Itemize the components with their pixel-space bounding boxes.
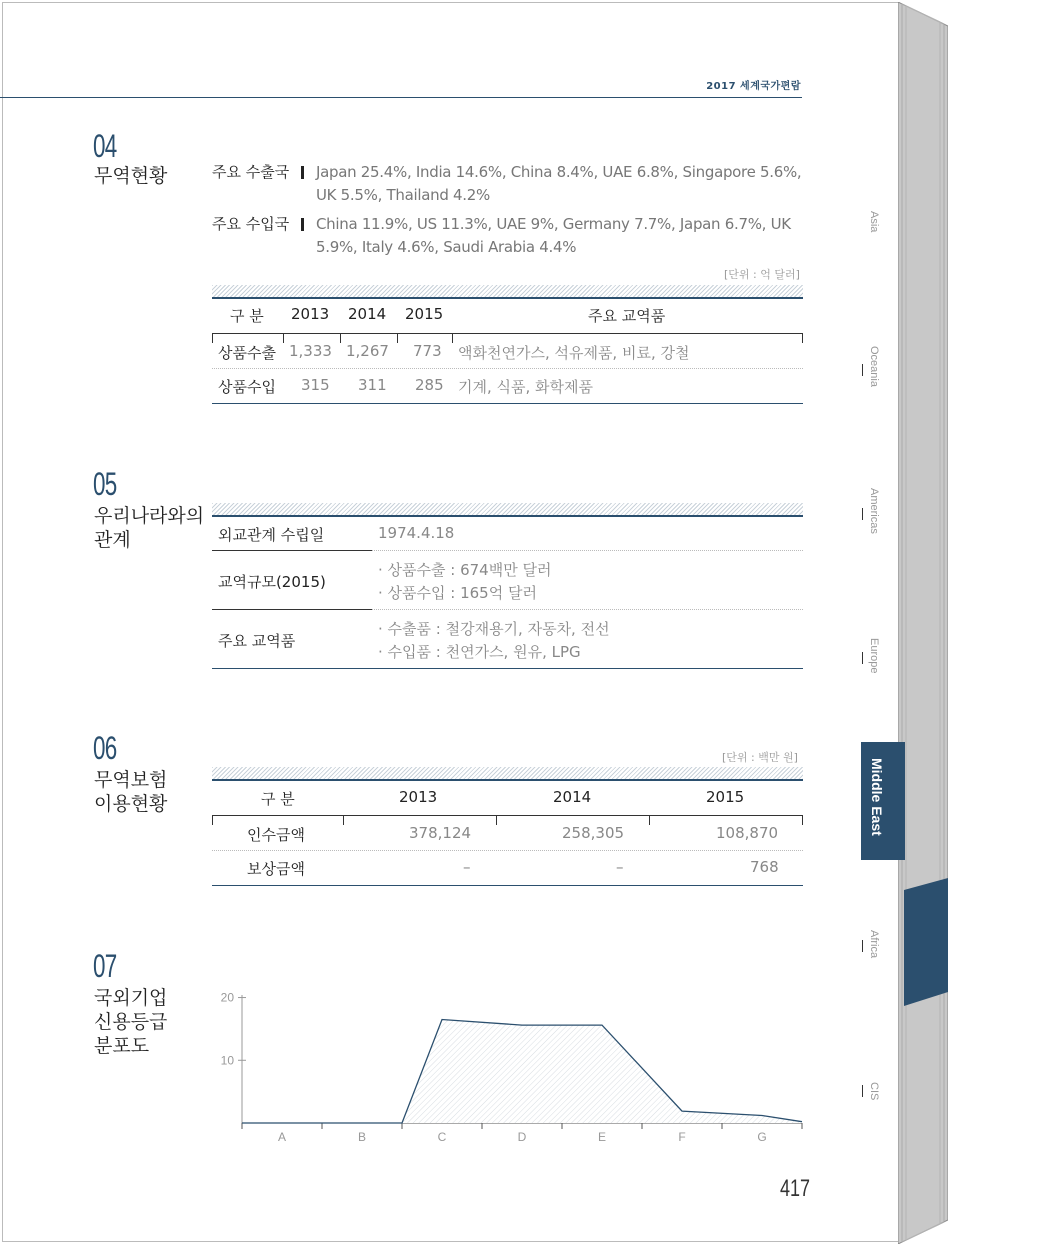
import-value: China 11.9%, US 11.3%, UAE 9%, Germany 7.7%, Japan 6.7%, UK 5.9%, Italy 4.6%, Saudi Arabia 4.4%: [316, 215, 791, 256]
main-export-countries: [212, 161, 802, 207]
table-bottom-rule: [212, 668, 803, 669]
trade-header-2015: 2015: [405, 305, 444, 323]
insurance-header-2013: 2013: [399, 788, 438, 806]
insurance-header-category: 구 분: [261, 790, 295, 808]
table-top-rule: [212, 515, 803, 517]
sidebar-tab-americas[interactable]: Americas: [868, 488, 880, 534]
row-divider: [212, 368, 803, 369]
section-title-credit: 국외기업 신용등급 분포도: [94, 987, 168, 1057]
header-rule: [212, 333, 803, 334]
table-top-rule: [212, 297, 803, 299]
trade-value: 315: [301, 376, 330, 394]
insurance-row-label: 인수금액: [247, 826, 305, 844]
trade-value: 311: [358, 376, 387, 394]
section-number-05: 05: [93, 466, 117, 502]
trade-header-items: 주요 교역품: [588, 307, 666, 325]
insurance-row-label: 보상금액: [247, 860, 305, 878]
x-tick-label: G: [757, 1130, 767, 1144]
insurance-header-2014: 2014: [553, 788, 592, 806]
trade-header-category: 구 분: [230, 307, 264, 325]
export-label: 주요 수출국: [212, 163, 290, 181]
x-tick-label: A: [277, 1130, 287, 1144]
header-title: 2017 세계국가편람: [706, 81, 801, 92]
section-number-06: 06: [93, 730, 117, 766]
page-number: 417: [780, 1175, 811, 1202]
sidebar-tab-cis[interactable]: CIS: [868, 1082, 880, 1101]
table-bottom-rule: [212, 885, 803, 886]
sidebar-tab-europe[interactable]: Europe: [868, 638, 880, 674]
section-number-07: 07: [93, 948, 117, 984]
table-hatch: [212, 285, 803, 297]
section-title-insurance: 무역보험 이용현황: [94, 769, 168, 815]
trade-row-label: 상품수출: [218, 344, 276, 362]
insurance-value: 768: [750, 858, 779, 876]
insurance-value: –: [616, 858, 624, 876]
export-value: Japan 25.4%, India 14.6%, China 8.4%, UAE 6.8%, Singapore 5.6%, UK 5.5%, Thailand 4.2%: [316, 163, 802, 204]
table-hatch: [212, 503, 803, 515]
table-top-rule: [212, 779, 803, 781]
insurance-value: 378,124: [409, 824, 472, 842]
section-title-relations: 우리나라와의 관계: [94, 505, 205, 551]
section-title-trade: 무역현황: [94, 165, 168, 187]
trade-value: 1,333: [289, 342, 332, 360]
relations-value: · 수입품 : 천연가스, 원유, LPG: [378, 643, 581, 661]
trade-items: 기계, 식품, 화학제품: [458, 378, 593, 396]
y-tick-label: 20: [220, 990, 234, 1005]
credit-rating-chart: [200, 985, 810, 1150]
label-divider: [301, 218, 304, 231]
insurance-value: 258,305: [562, 824, 625, 842]
insurance-value: –: [463, 858, 471, 876]
insurance-header-2015: 2015: [706, 788, 745, 806]
trade-value: 285: [415, 376, 444, 394]
insurance-unit: [단위 : 백만 원]: [722, 751, 798, 764]
x-tick-label: E: [597, 1130, 607, 1144]
header-rule: [0, 97, 802, 98]
sidebar-tab-asia[interactable]: Asia: [868, 211, 880, 233]
relations-value: · 상품수입 : 165억 달러: [378, 584, 537, 602]
sidebar-tab-oceania[interactable]: Oceania: [868, 346, 880, 387]
relations-label: 주요 교역품: [218, 632, 296, 650]
trade-header-2014: 2014: [348, 305, 387, 323]
sidebar-tab-africa[interactable]: Africa: [868, 930, 880, 959]
section-number-04: 04: [93, 128, 117, 164]
trade-unit: [단위 : 억 달러]: [724, 268, 800, 281]
main-import-countries: [212, 213, 802, 259]
row-divider: [212, 850, 803, 851]
y-tick-label: 10: [220, 1053, 234, 1068]
trade-header-2013: 2013: [291, 305, 330, 323]
table-hatch: [212, 767, 803, 779]
trade-value: 773: [413, 342, 442, 360]
relations-label: 외교관계 수립일: [218, 526, 325, 544]
sidebar-tab-label: Middle East: [869, 758, 885, 836]
x-tick-label: C: [437, 1130, 447, 1144]
relations-value: · 상품수출 : 674백만 달러: [378, 561, 552, 579]
trade-value: 1,267: [346, 342, 389, 360]
relations-value: · 수출품 : 철강재용기, 자동차, 전선: [378, 620, 610, 638]
table-bottom-rule: [212, 403, 803, 404]
label-divider: [301, 166, 304, 179]
sidebar-tab-middle-east[interactable]: [861, 742, 905, 860]
import-label: 주요 수입국: [212, 215, 290, 233]
book-edge: [898, 2, 948, 1244]
x-tick-label: D: [517, 1130, 527, 1144]
x-tick-label: F: [678, 1130, 686, 1144]
trade-items: 액화천연가스, 석유제품, 비료, 강철: [458, 344, 690, 362]
series-area: [242, 1020, 802, 1124]
relations-value: 1974.4.18: [378, 524, 455, 542]
trade-row-label: 상품수입: [218, 378, 276, 396]
relations-label: 교역규모(2015): [218, 573, 326, 591]
insurance-value: 108,870: [716, 824, 779, 842]
x-tick-label: B: [357, 1130, 367, 1144]
